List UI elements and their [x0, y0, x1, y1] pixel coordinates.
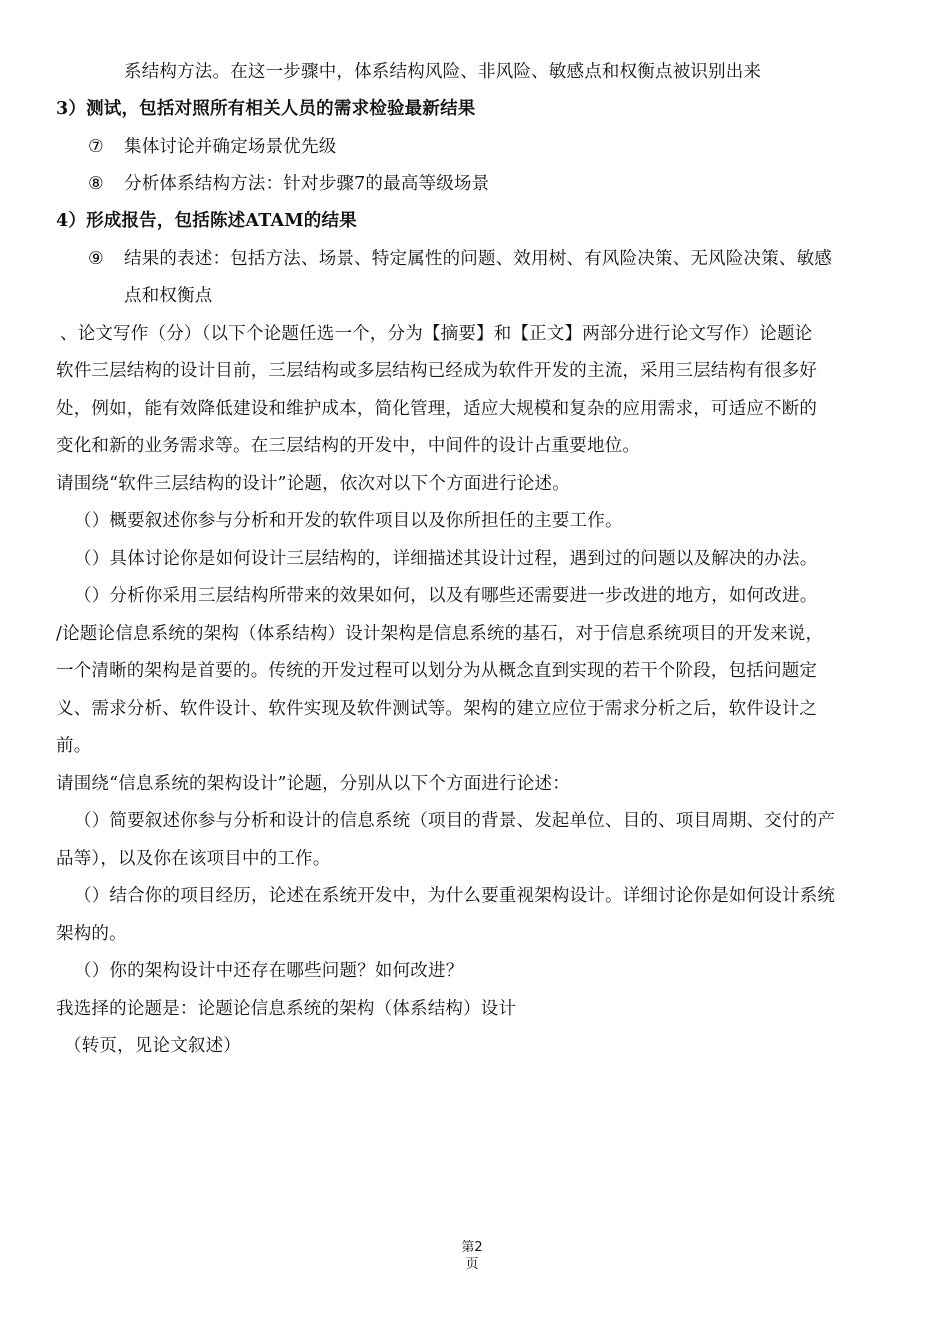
text-line: （）结合你的项目经历，论述在系统开发中，为什么要重视架构设计。详细讨论你是如何设计系统	[74, 886, 836, 906]
text-line: （）概要叙述你参与分析和开发的软件项目以及你所担任的主要工作。	[74, 511, 623, 531]
page-number-label: 第2	[461, 1240, 483, 1255]
text-line: 软件三层结构的设计目前，三层结构或多层结构已经成为软件开发的主流，采用三层结构有很多好	[56, 361, 818, 381]
text-line: 、论文写作（分）（以下个论题任选一个，分为【摘要】和【正文】两部分进行论文写作）论题论	[60, 324, 813, 344]
item-text: 集体讨论并确定场景优先级	[124, 137, 337, 157]
item-text: 结果的表述：包括方法、场景、特定属性的问题、效用树、有风险决策、无风险决策、敏感	[124, 249, 832, 269]
page-number-suffix: 页	[465, 1257, 479, 1272]
numbered-item	[88, 137, 336, 157]
text-line: （转页，见论文叙述）	[64, 1036, 241, 1056]
text-line: 架构的。	[56, 924, 127, 944]
text-line: （）简要叙述你参与分析和设计的信息系统（项目的背景、发起单位、目的、项目周期、交付的产	[74, 811, 836, 831]
section-heading-test: 3）测试，包括对照所有相关人员的需求检验最新结果	[56, 99, 476, 119]
numbered-item	[88, 249, 832, 269]
circled-number-7: ⑦	[88, 137, 104, 157]
text-line: 处，例如，能有效降低建设和维护成本，简化管理，适应大规模和复杂的应用需求，可适应不断的	[56, 399, 818, 419]
text-line: 我选择的论题是：论题论信息系统的架构（体系结构）设计	[56, 999, 517, 1019]
text-line: 请围绕“软件三层结构的设计”论题，依次对以下个方面进行论述。	[56, 474, 570, 494]
text-line: 义、需求分析、软件设计、软件实现及软件测试等。架构的建立应位于需求分析之后，软件设计之	[56, 699, 818, 719]
section-heading-report: 4）形成报告，包括陈述ATAM的结果	[56, 211, 357, 231]
text-line: 前。	[56, 736, 92, 756]
text-line: （）你的架构设计中还存在哪些问题？如何改进？	[74, 961, 464, 981]
text-line: 品等），以及你在该项目中的工作。	[56, 849, 331, 869]
numbered-item	[88, 174, 489, 194]
circled-number-9: ⑨	[88, 249, 104, 269]
item-text: 分析体系结构方法：针对步骤7的最高等级场景	[124, 174, 490, 194]
text-line: 变化和新的业务需求等。在三层结构的开发中，中间件的设计占重要地位。	[56, 436, 641, 456]
text-line: 一个清晰的架构是首要的。传统的开发过程可以划分为从概念直到实现的若干个阶段，包括问题定	[56, 661, 818, 681]
text-line: 系结构方法。在这一步骤中，体系结构风险、非风险、敏感点和权衡点被识别出来	[124, 62, 762, 82]
text-line: /论题论信息系统的架构（体系结构）设计架构是信息系统的基石，对于信息系统项目的开发来说，	[56, 624, 824, 644]
text-line: 请围绕“信息系统的架构设计”论题，分别从以下个方面进行论述：	[56, 774, 570, 794]
text-line: （）具体讨论你是如何设计三层结构的，详细描述其设计过程，遇到过的问题以及解决的办法。	[74, 549, 818, 569]
circled-number-8: ⑧	[88, 174, 104, 194]
text-line: （）分析你采用三层结构所带来的效果如何，以及有哪些还需要进一步改进的地方，如何改进。	[74, 586, 818, 606]
text-line: 点和权衡点	[124, 286, 213, 306]
